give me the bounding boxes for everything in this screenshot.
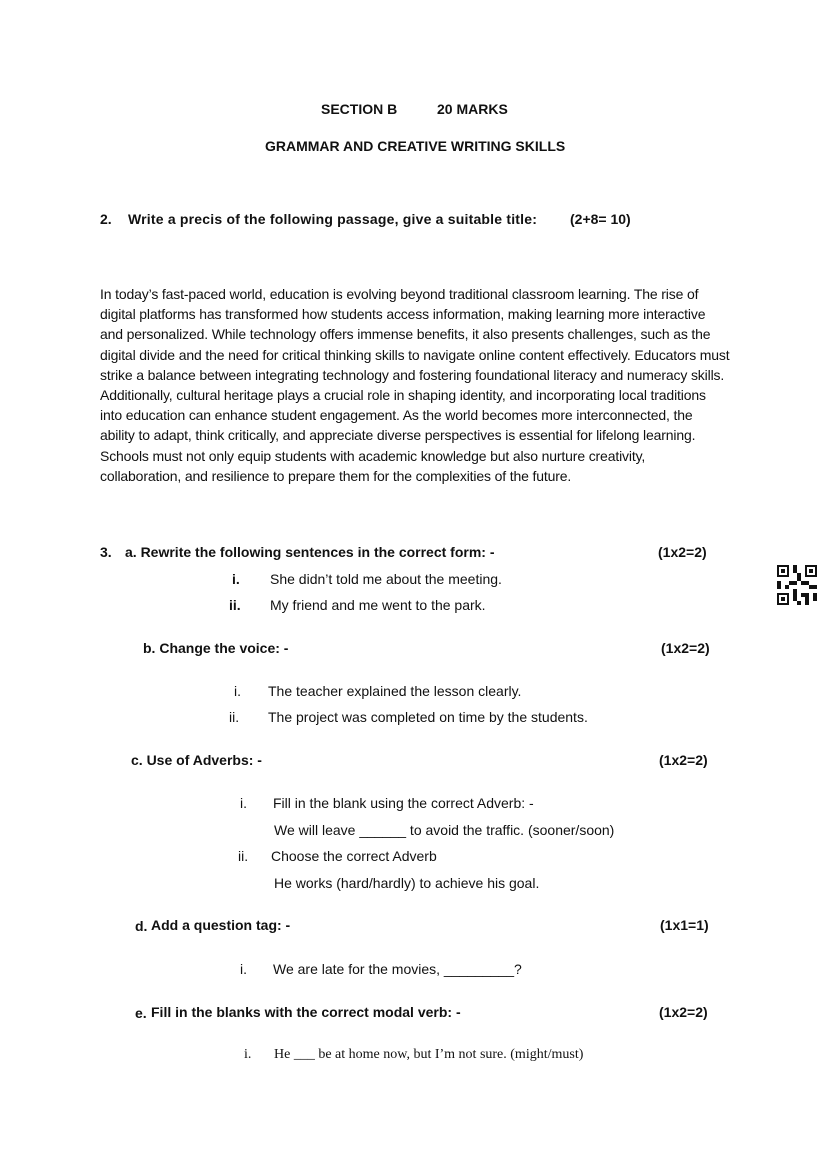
section-subtitle: GRAMMAR AND CREATIVE WRITING SKILLS bbox=[265, 138, 566, 154]
q3e-marks: (1x2=2) bbox=[659, 1004, 708, 1020]
q3d-marks: (1x1=1) bbox=[660, 917, 709, 933]
qr-code-icon bbox=[777, 565, 817, 605]
item-text: She didn’t told me about the meeting. bbox=[270, 571, 502, 587]
q3b-heading: b. Change the voice: - bbox=[143, 640, 289, 656]
q2-number: 2. bbox=[100, 211, 112, 227]
q3d-heading: Add a question tag: - bbox=[151, 917, 291, 933]
q2-marks: (2+8= 10) bbox=[570, 211, 631, 227]
q3a-marks: (1x2=2) bbox=[658, 544, 707, 560]
q3c-heading: c. Use of Adverbs: - bbox=[131, 752, 262, 768]
q2-prompt: Write a precis of the following passage, give a suitable title: bbox=[128, 211, 538, 227]
item-number: ii. bbox=[229, 709, 240, 725]
q3-number: 3. bbox=[100, 544, 112, 560]
item-text: He ___ be at home now, but I’m not sure. (might/must) bbox=[274, 1047, 584, 1062]
item-number: i. bbox=[240, 961, 247, 977]
section-marks: 20 MARKS bbox=[437, 101, 508, 117]
q3e-heading: Fill in the blanks with the correct modal verb: - bbox=[151, 1004, 461, 1020]
item-subtext: He works (hard/hardly) to achieve his goal. bbox=[274, 875, 540, 891]
precis-passage: In today’s fast-paced world, education is evolving beyond traditional classroom learning. The rise of digital platforms has transformed how students access information, making learning more interactive and personalized. While technology offers immense benefits, it also presents challenges, such as the digital divide and the need for critical thinking skills to navigate online content effectively. Educators must strike a balance between integrating technology and fostering foundational literacy and numeracy skills. Additionally, cultural heritage plays a crucial role in shaping identity, and incorporating local traditions into education can enhance student engagement. As the world becomes more interconnected, the ability to adapt, think critically, and appreciate diverse perspectives is essential for lifelong learning. Schools must not only equip students with academic knowledge but also nurture creativity, collaboration, and resilience to prepare them for the complexities of the future. bbox=[100, 286, 730, 484]
item-text: The teacher explained the lesson clearly. bbox=[268, 683, 522, 699]
item-number: ii. bbox=[229, 597, 241, 613]
item-text: Fill in the blank using the correct Adverb: - bbox=[273, 795, 534, 811]
item-text: My friend and me went to the park. bbox=[270, 597, 486, 613]
item-number: i. bbox=[244, 1047, 252, 1062]
q3b-marks: (1x2=2) bbox=[661, 640, 710, 656]
item-number: ii. bbox=[238, 848, 249, 864]
item-text: The project was completed on time by the students. bbox=[268, 709, 588, 725]
q3e-letter: e. bbox=[135, 1005, 147, 1021]
item-number: i. bbox=[240, 795, 247, 811]
q3d-letter: d. bbox=[135, 918, 148, 934]
section-label: SECTION B bbox=[321, 101, 398, 117]
item-number: i. bbox=[232, 571, 240, 587]
item-text: We are late for the movies, _________? bbox=[273, 961, 522, 977]
item-text: Choose the correct Adverb bbox=[271, 848, 437, 864]
item-number: i. bbox=[234, 683, 241, 699]
item-subtext: We will leave ______ to avoid the traffic. (sooner/soon) bbox=[274, 822, 615, 838]
q3c-marks: (1x2=2) bbox=[659, 752, 708, 768]
q3a-heading: a. Rewrite the following sentences in the correct form: - bbox=[125, 544, 495, 560]
